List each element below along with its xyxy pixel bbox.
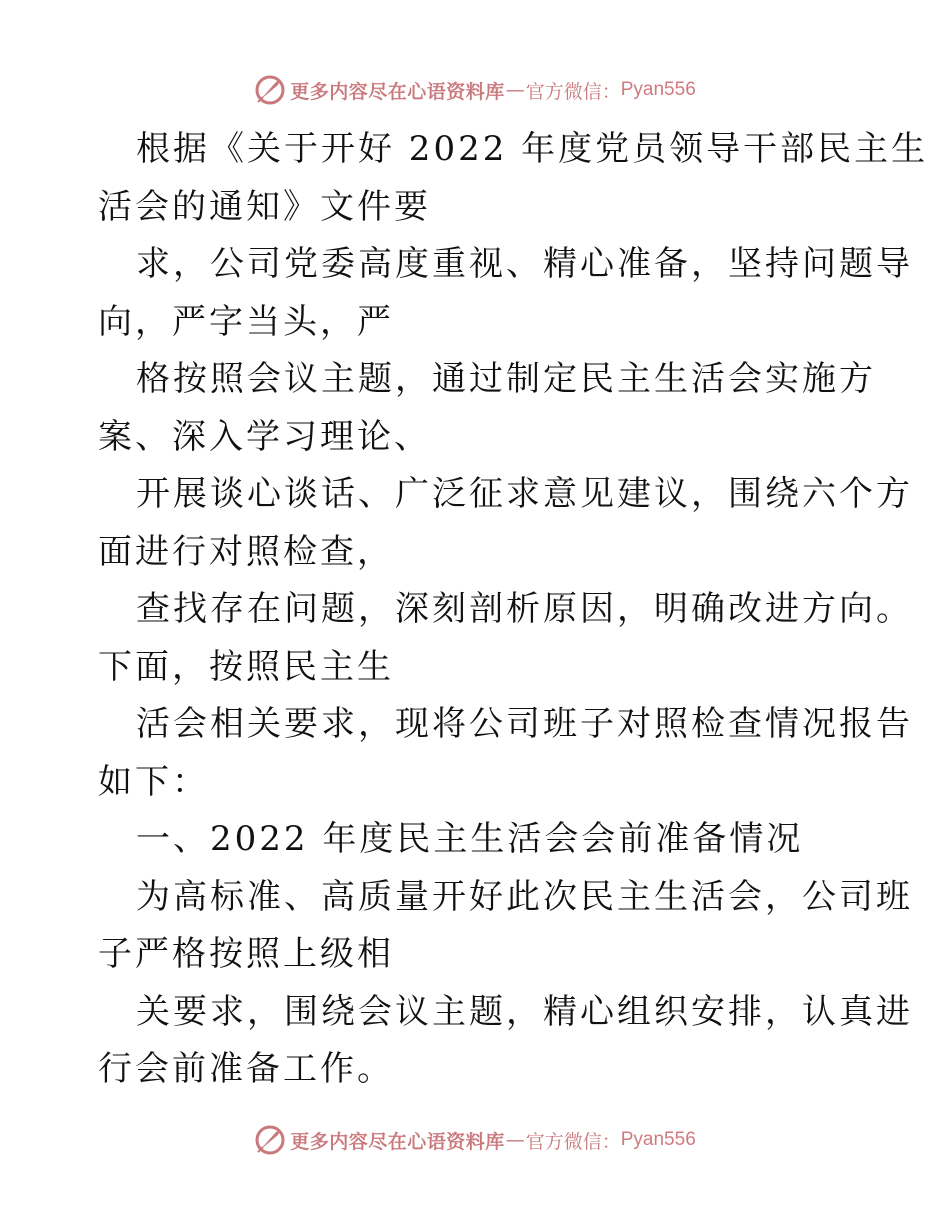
- watermark-title: 更多内容尽在心语资料库: [290, 1130, 505, 1153]
- body-line: 根据《关于开好 2022 年度党员领导干部民主生: [136, 129, 929, 169]
- body-line: 案、深入学习理论、: [98, 416, 431, 457]
- body-line: 活会的通知》文件要: [98, 186, 431, 227]
- watermark-wechat-id: Pyan556: [620, 1129, 696, 1150]
- body-line: 活会相关要求，现将公司班子对照检查情况报告: [136, 704, 913, 744]
- body-line: 面进行对照检查，: [98, 531, 394, 572]
- body-line: 子严格按照上级相: [98, 934, 394, 974]
- body-line: 行会前准备工作。: [98, 1049, 394, 1089]
- feather-logo-icon: [254, 1124, 286, 1156]
- body-line: 求，公司党委高度重视、精心准备，坚持问题导: [136, 244, 913, 284]
- body-line: 查找存在问题，深刻剖析原因，明确改进方向。: [136, 589, 913, 629]
- watermark-dash: —: [505, 1129, 525, 1151]
- footer-watermark: [0, 1120, 950, 1160]
- body-line: 格按照会议主题，通过制定民主生活会实施方: [136, 359, 876, 399]
- watermark-wechat-id: Pyan556: [620, 79, 696, 100]
- watermark-wechat-label: 官方微信：: [525, 1130, 621, 1153]
- watermark-dash: —: [505, 79, 525, 101]
- feather-logo-icon: [254, 74, 286, 106]
- watermark-wechat-label: 官方微信：: [525, 80, 621, 103]
- header-watermark: [0, 70, 950, 110]
- section-heading: 一、2022 年度民主生活会会前准备情况: [136, 819, 804, 859]
- body-line: 为高标准、高质量开好此次民主生活会，公司班: [136, 876, 913, 917]
- body-line: 下面，按照民主生: [98, 646, 394, 687]
- body-line: 关要求，围绕会议主题，精心组织安排，认真进: [136, 991, 913, 1032]
- body-line: 如下：: [98, 761, 209, 802]
- body-line: 开展谈心谈话、广泛征求意见建议，围绕六个方: [136, 474, 913, 514]
- body-line: 向，严字当头，严: [98, 301, 394, 342]
- watermark-title: 更多内容尽在心语资料库: [290, 80, 505, 103]
- document-body: [98, 121, 929, 1099]
